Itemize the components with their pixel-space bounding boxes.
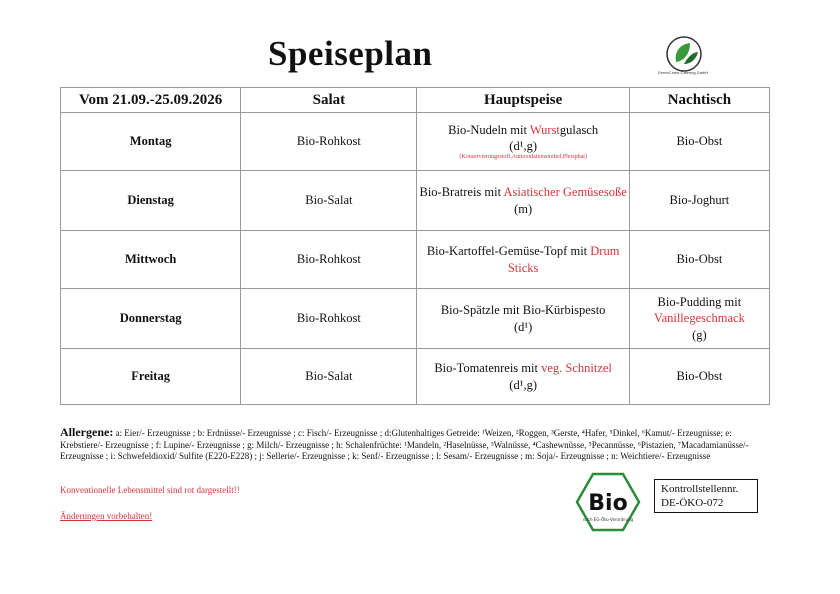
salat-cell: Bio-Rohkost [241,289,417,349]
nachtisch-cell: Bio-Obst [629,349,769,405]
nachtisch-cell: Bio-Joghurt [629,171,769,231]
dish-text-conventional: Drum Sticks [507,244,620,275]
allergen-label: Allergene: [60,425,114,439]
day-label: Dienstag [61,171,241,231]
bio-seal-icon [575,472,641,532]
salat-cell: Bio-Rohkost [241,231,417,289]
nachtisch-cell [629,289,769,349]
conventional-note: Konventionelle Lebensmittel sind rot dargestellt!! [60,485,240,495]
page-title: Speiseplan [268,34,433,73]
hauptspeise-cell [417,171,629,231]
salat-cell: Bio-Salat [241,171,417,231]
control-body-box [654,479,758,513]
svg-text:Bio: Bio [588,491,628,516]
allergen-legend [60,425,772,463]
allergen-code: (d¹,g) [509,138,537,153]
control-body-number: DE-ÖKO-072 [661,496,724,509]
hauptspeise-cell [417,231,629,289]
week-range: Vom 21.09.-25.09.2026 [61,88,241,113]
salat-cell: Bio-Salat [241,349,417,405]
column-header-hauptspeise: Hauptspeise [417,88,629,113]
company-logo [662,34,706,74]
column-header-salat: Salat [241,88,417,113]
dish-text: gulasch [559,122,599,137]
allergen-code: (d¹,g) [509,377,537,392]
dish-text: Bio-Nudeln mit [448,122,530,137]
day-label: Montag [61,113,241,171]
day-label: Mittwoch [61,231,241,289]
allergen-code: (g) [692,327,707,342]
additive-note: (Konservierungsstoff,Antioxidationsmittel,Phosphat) [459,154,587,161]
dessert-text-conventional: Vanillegeschmack [653,311,745,326]
dish-text: Bio-Bratreis mit [419,185,504,200]
nachtisch-cell: Bio-Obst [629,113,769,171]
dish-text-conventional: Asiatischer Gemüsesoße [503,185,627,200]
dish-text-conventional: Wurst [529,122,560,137]
allergen-code: (m) [514,201,533,216]
nachtisch-cell: Bio-Obst [629,231,769,289]
dish-text: Bio-Tomatenreis mit [434,361,542,376]
table-row [61,171,770,231]
company-logo-text: GreenChefs Catering GmbH [657,70,709,75]
day-label: Freitag [61,349,241,405]
dessert-text: Bio-Pudding mit [657,295,742,310]
control-body-label: Kontrollstellennr. [661,483,739,495]
changes-note: Änderungen vorbehalten! [60,511,153,521]
day-label: Donnerstag [61,289,241,349]
table-row [61,349,770,405]
dish-text: Bio-Spätzle mit Bio-Kürbispesto [440,303,606,318]
hauptspeise-cell [417,113,629,171]
column-header-nachtisch: Nachtisch [629,88,769,113]
dish-text: Bio-Kartoffel-Gemüse-Topf mit [426,244,591,259]
allergen-code: (d¹) [513,319,533,334]
menu-table [60,87,770,405]
salat-cell: Bio-Rohkost [241,113,417,171]
table-row [61,231,770,289]
table-header-row [61,88,770,113]
table-row [61,113,770,171]
allergen-text: a: Eier/- Erzeugnisse ; b: Erdnüsse/- Erzeugnisse ; c: Fisch/- Erzeugnisse ; d:Glutenhaltiges Getreide: ¹Weizen, ²Roggen, ³Gerste, ⁴Hafer, ⁵Dinkel, ⁶Kamut/- Erzeugnisse; e: Krebstiere/- Erzeugnisse ; f: Lupine/- Erzeugnisse ; g: Milch/- Erzeugnisse ; h: Schalenfrüchte: ¹Mandeln, ²Haselnüsse, ³Walnüsse, ⁴Cashewnüsse, ⁵Pecannüsse, ⁶Pistazien, ⁷Macadamianüsse/- Erzeugnisse ; i: Schwefeldioxid/ Sulfite (E220-E228) ; j: Sellerie/- Erzeugnisse ; k: Senf/- Erzeugnisse ; l: Sesam/- Erzeugnisse ; m: Soja/- Erzeugnisse ; n: Weichtiere/- Erzeugnisse [60,428,749,462]
svg-text:nach EG-Öko-Verordnung: nach EG-Öko-Verordnung [582,517,634,522]
dish-text-conventional: veg. Schnitzel [541,361,612,376]
hauptspeise-cell [417,289,629,349]
table-row [61,289,770,349]
hauptspeise-cell [417,349,629,405]
